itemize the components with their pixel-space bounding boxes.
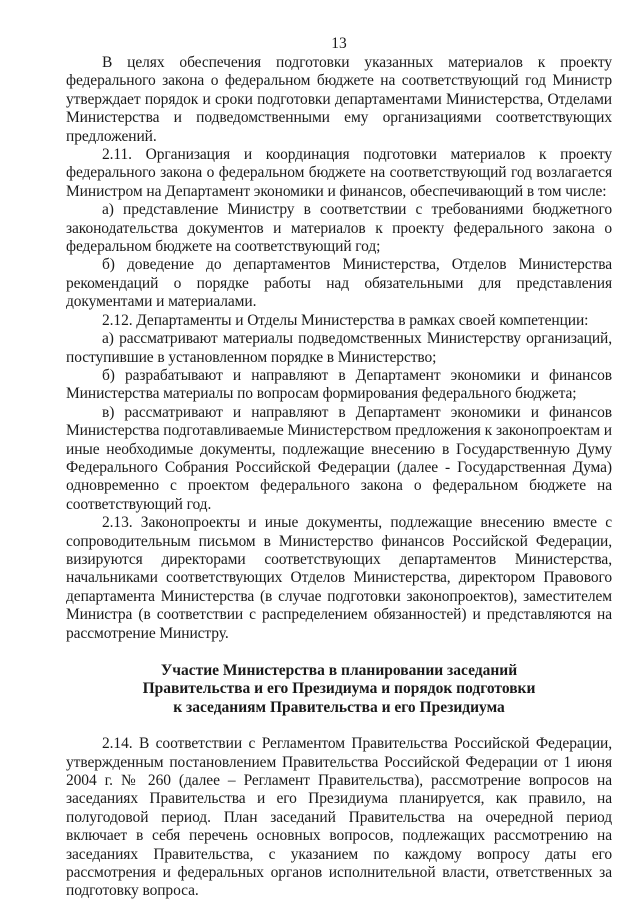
paragraph-2-12-b: б) разрабатывают и направляют в Департамент экономики и финансов Министерства материалы по вопросам формирования федерального бюджета; [66, 366, 612, 403]
document-page [66, 34, 612, 901]
paragraph-2-13: 2.13. Законопроекты и иные документы, подлежащие внесению вместе с сопроводительным письмом в Министерство финансов Российской Федерации, визируются директорами соответствующих департаментов Министерства, начальниками соответствующих Отделов Министерства, директором Правового департамента Министерства (в случае подготовки законопроектов), заместителем Министра (в соответствии с распределением обязанностей) и представляются на рассмотрение Министру. [66, 514, 612, 642]
paragraph-intro: В целях обеспечения подготовки указанных материалов к проекту федерального закона о федеральном бюджете на соответствующий год Министр утверждает порядок и сроки подготовки департаментами Министерства, Отделами Министерства и подведомственными ему организациями соответствующих предложений. [66, 54, 612, 145]
paragraph-2-11: 2.11. Организация и координация подготовки материалов к проекту федерального закона о федеральном бюджете на соответствующий год возлагается Министром на Департамент экономики и финансов, обеспечивающий в том числе: [66, 146, 612, 200]
section-heading [66, 662, 612, 717]
heading-line-2: Правительства и его Президиума и порядок подготовки [142, 680, 536, 698]
paragraph-2-14: 2.14. В соответствии с Регламентом Правительства Российской Федерации, утвержденным постановлением Правительства Российской Федерации от 1 июня 2004 г. № 260 (далее – Регламент Правительства), рассмотрение вопросов на заседаниях Правительства и его Президиума планируется, как правило, на полугодовой период. План заседаний Правительства на очередной период включает в себя перечень основных вопросов, подлежащих рассмотрению на заседаниях Правительства, с указанием по каждому вопросу даты его рассмотрения и федеральных органов исполнительной власти, ответственных за подготовку вопроса. [66, 735, 612, 900]
paragraph-2-12-a: а) рассматривают материалы подведомственных Министерству организаций, поступившие в установленном порядке в Министерство; [66, 330, 612, 366]
heading-line-3: к заседаниям Правительства и его Президиума [173, 698, 505, 716]
paragraph-2-12: 2.12. Департаменты и Отделы Министерства в рамках своей компетенции: [102, 311, 589, 329]
paragraph-2-11-a: а) представление Министру в соответствии с требованиями бюджетного законодательства документов и материалов к проекту федерального закона о федеральном бюджете на соответствующий год; [66, 201, 612, 256]
paragraph-2-11-b: б) доведение до департаментов Министерства, Отделов Министерства рекомендаций о порядке работы над обязательными для представления документами и материалами. [66, 256, 612, 311]
page-number: 13 [331, 35, 347, 52]
heading-line-1: Участие Министерства в планировании заседаний [160, 662, 518, 679]
paragraph-2-12-v: в) рассматривают и направляют в Департамент экономики и финансов Министерства подготавливаемые Министерством предложения к законопроектам и иные необходимые документы, подлежащие внесению в Государственную Думу Федерального Собрания Российской Федерации (далее - Государственная Дума) одновременно с проектом федерального закона о федеральном бюджете на соответствующий год. [66, 403, 612, 513]
